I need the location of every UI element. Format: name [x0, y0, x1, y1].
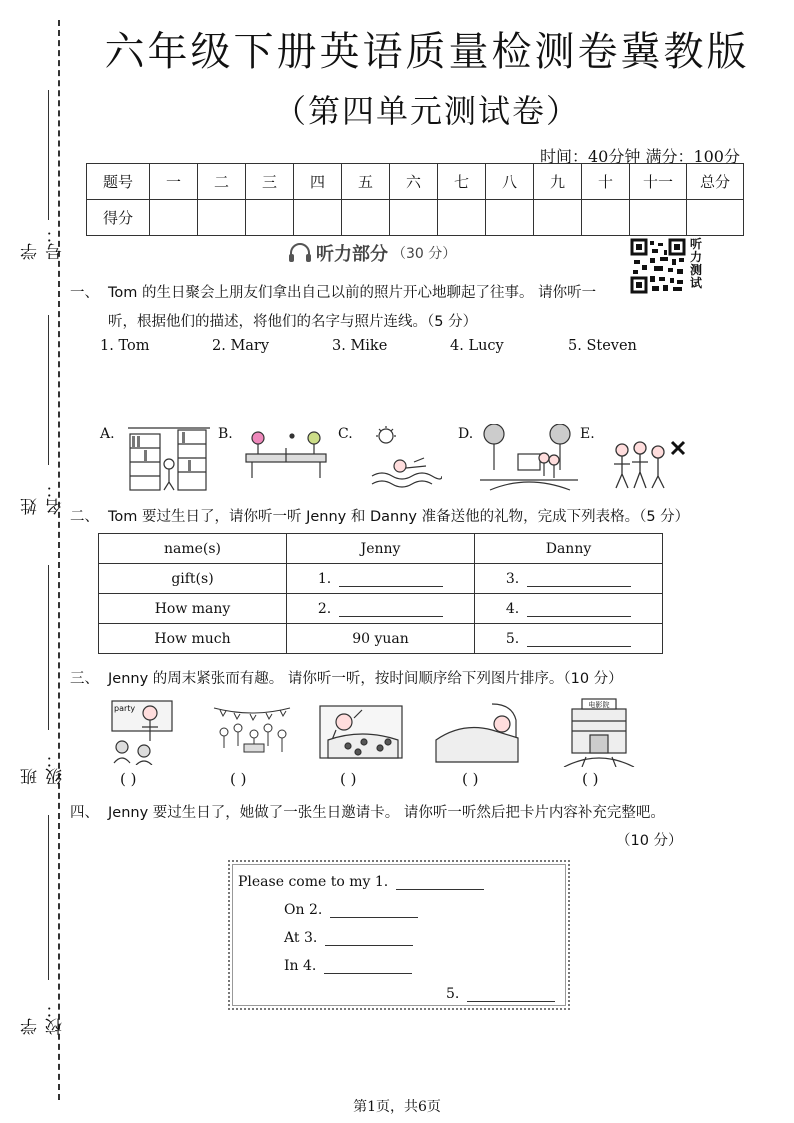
gift-cell-jenny[interactable] — [287, 594, 475, 624]
card-line-2-text: On 2. — [284, 902, 323, 918]
answer-blank[interactable] — [527, 572, 631, 587]
gift-header-names: name(s) — [99, 534, 287, 564]
score-cell[interactable] — [246, 200, 294, 236]
listening-heading-text: 听力部分 — [316, 244, 388, 265]
card-line-4 — [284, 958, 412, 974]
card-line-3 — [284, 930, 413, 946]
gift-cell-jenny: 90 yuan — [287, 624, 475, 654]
table-row — [99, 624, 663, 654]
swimming-picture — [370, 426, 442, 492]
score-col-10: 十 — [582, 164, 630, 200]
score-col-4: 四 — [294, 164, 342, 200]
card-line-4-text: In 4. — [284, 958, 317, 974]
qr-code-icon[interactable] — [630, 238, 686, 294]
gift-cell-danny[interactable] — [475, 594, 663, 624]
waking-up-picture — [318, 700, 404, 764]
name-label: 姓名： — [21, 481, 66, 515]
children-picture — [610, 438, 692, 492]
student-number-label: 学号： — [21, 226, 66, 260]
page-footer: 第1页，共6页 — [353, 1099, 441, 1115]
score-col-8: 八 — [486, 164, 534, 200]
class-rule — [48, 565, 49, 730]
cinema-picture — [562, 697, 636, 767]
card-line-1-text: Please come to my 1. — [238, 874, 389, 890]
party-crowd-picture — [210, 700, 294, 758]
q1-text-line2: 听，根据他们的描述，将他们的名字与照片连线。（5 分） — [108, 314, 478, 330]
q2-number: 二、 — [70, 509, 99, 525]
answer-blank[interactable] — [396, 875, 484, 890]
score-cell[interactable] — [198, 200, 246, 236]
blank-number: 1. — [317, 570, 332, 587]
score-cell[interactable] — [486, 200, 534, 236]
q1-name-3: 3. Mike — [332, 338, 388, 354]
blank-number: 5. — [505, 630, 520, 647]
score-table — [86, 163, 744, 236]
answer-blank[interactable] — [467, 987, 555, 1002]
blank-number: 4. — [505, 600, 520, 617]
score-col-7: 七 — [438, 164, 486, 200]
party-sign: party — [114, 704, 136, 713]
class-label: 班级： — [21, 751, 66, 785]
q1-name-5: 5. Steven — [568, 338, 637, 354]
score-header-label: 题号 — [87, 164, 150, 200]
order-blank-1[interactable]: ( ) — [120, 770, 137, 788]
card-line-2 — [284, 902, 418, 918]
invitation-card — [228, 860, 570, 1010]
answer-blank[interactable] — [527, 602, 631, 617]
score-cell[interactable] — [294, 200, 342, 236]
card-line-3-text: At 3. — [284, 930, 318, 946]
score-cell[interactable] — [390, 200, 438, 236]
score-cell[interactable] — [630, 200, 687, 236]
school-rule — [48, 815, 49, 980]
q1-pic-label-c: C. — [338, 426, 353, 442]
q3-number: 三、 — [70, 671, 99, 687]
answer-blank[interactable] — [527, 632, 631, 647]
q4-points: （10 分） — [616, 833, 683, 849]
score-col-11: 十一 — [630, 164, 687, 200]
library-picture — [128, 424, 210, 492]
score-col-total: 总分 — [687, 164, 744, 200]
score-col-1: 一 — [150, 164, 198, 200]
gift-table — [98, 533, 663, 654]
score-table-score-row — [87, 200, 744, 236]
q1-pic-label-d: D. — [458, 426, 474, 442]
score-cell[interactable] — [534, 200, 582, 236]
q1-text-line1: Tom 的生日聚会上朋友们拿出自己以前的照片开心地聊起了往事。 请你听一 — [108, 285, 597, 301]
gift-header-danny: Danny — [475, 534, 663, 564]
order-blank-3[interactable]: ( ) — [340, 770, 357, 788]
score-col-9: 九 — [534, 164, 582, 200]
card-line-5-text: 5. — [446, 986, 460, 1002]
class-field — [14, 565, 66, 785]
gift-cell-danny[interactable] — [475, 564, 663, 594]
listening-heading — [288, 240, 456, 266]
gift-cell-danny[interactable] — [475, 624, 663, 654]
score-col-6: 六 — [390, 164, 438, 200]
gift-row-label: How much — [99, 624, 287, 654]
gift-row-label: How many — [99, 594, 287, 624]
qr-label: 听力测试 — [690, 237, 703, 290]
order-blank-5[interactable]: ( ) — [582, 770, 599, 788]
gift-header-jenny: Jenny — [287, 534, 475, 564]
table-row — [99, 594, 663, 624]
q1-name-1: 1. Tom — [100, 338, 150, 354]
blank-number: 3. — [505, 570, 520, 587]
score-cell[interactable] — [582, 200, 630, 236]
student-number-field — [14, 90, 66, 260]
name-rule — [48, 315, 49, 465]
gift-cell-jenny[interactable] — [287, 564, 475, 594]
card-line-1 — [238, 874, 484, 890]
school-label: 学校： — [21, 1001, 66, 1035]
score-col-3: 三 — [246, 164, 294, 200]
q1-name-4: 4. Lucy — [450, 338, 504, 354]
card-line-5 — [446, 986, 555, 1002]
q4-text: Jenny 要过生日了，她做了一张生日邀请卡。 请你听一听然后把卡片内容补充完整吧。 — [108, 805, 665, 821]
headphones-icon — [288, 243, 312, 263]
score-col-5: 五 — [342, 164, 390, 200]
score-table-header-row — [87, 164, 744, 200]
q1-pic-label-b: B. — [218, 426, 233, 442]
park-picture — [480, 424, 578, 492]
ping-pong-picture — [240, 430, 332, 480]
student-number-rule — [48, 90, 49, 220]
order-blank-4[interactable]: ( ) — [462, 770, 479, 788]
q2-text: Tom 要过生日了，请你听一听 Jenny 和 Danny 准备送他的礼物，完成下列表格。（5 分） — [108, 509, 690, 525]
time-info: 时间：40分钟 满分：100分 — [540, 147, 740, 166]
q3-text: Jenny 的周末紧张而有趣。 请你听一听，按时间顺序给下列图片排序。（10 分） — [108, 671, 623, 687]
q1-name-2: 2. Mary — [212, 338, 270, 354]
party-classroom-picture — [110, 697, 174, 765]
binding-dashed-line — [58, 20, 60, 1100]
score-cell[interactable] — [687, 200, 744, 236]
answer-blank[interactable] — [339, 572, 443, 587]
gift-table-header — [99, 534, 663, 564]
page-title: 六年级下册英语质量检测卷冀教版 — [104, 29, 750, 75]
score-col-2: 二 — [198, 164, 246, 200]
school-field — [14, 815, 66, 1035]
q4-number: 四、 — [70, 805, 99, 821]
q1-number: 一、 — [70, 285, 99, 301]
answer-blank[interactable] — [330, 903, 418, 918]
score-row-label: 得分 — [87, 200, 150, 236]
page-subtitle: （第四单元测试卷） — [273, 92, 580, 130]
q1-pic-label-e: E. — [580, 426, 595, 442]
table-row — [99, 564, 663, 594]
cross-icon — [672, 442, 684, 454]
answer-blank[interactable] — [324, 959, 412, 974]
cinema-sign: 电影院 — [588, 701, 610, 709]
blank-number: 2. — [317, 600, 332, 617]
score-cell[interactable] — [342, 200, 390, 236]
score-cell[interactable] — [150, 200, 198, 236]
gift-row-label: gift(s) — [99, 564, 287, 594]
listening-points: （30 分） — [392, 246, 457, 262]
name-field — [14, 315, 66, 515]
answer-blank[interactable] — [339, 602, 443, 617]
score-cell[interactable] — [438, 200, 486, 236]
answer-blank[interactable] — [325, 931, 413, 946]
sleeping-picture — [432, 700, 526, 764]
order-blank-2[interactable]: ( ) — [230, 770, 247, 788]
q1-pic-label-a: A. — [100, 426, 115, 442]
